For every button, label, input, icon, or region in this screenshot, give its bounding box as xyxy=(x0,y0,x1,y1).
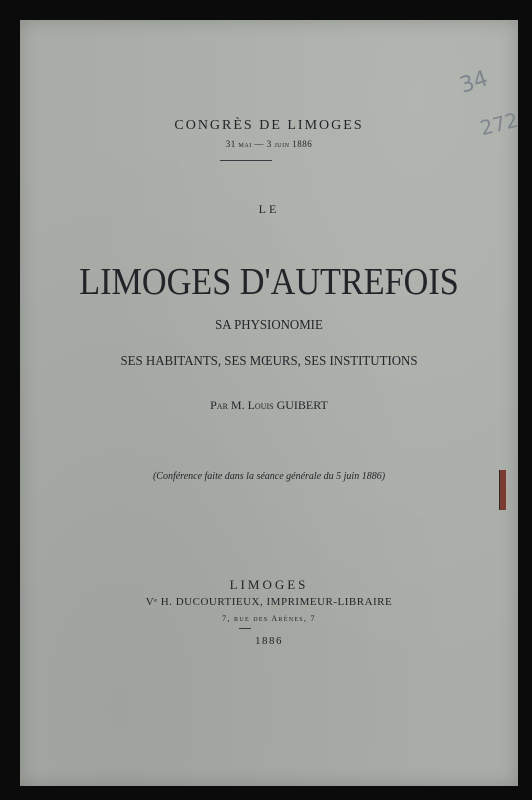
author-line: Par M. Louis GUIBERT xyxy=(210,398,328,412)
congress-heading: CONGRÈS DE LIMOGES xyxy=(174,118,364,133)
imprint-city: LIMOGES xyxy=(229,577,309,592)
subtitle-line-2: SES HABITANTS, SES MŒURS, SES INSTITUTIONS xyxy=(120,354,418,369)
main-title: LIMOGES D'AUTREFOIS xyxy=(79,261,459,303)
congress-dates: 31 mai — 3 juin 1886 xyxy=(225,139,313,149)
pencil-annotation-number: 34 xyxy=(456,66,492,99)
imprint-rule xyxy=(239,628,251,629)
imprint-year: 1886 xyxy=(255,635,283,647)
pencil-annotation-number-2: 272 xyxy=(477,107,521,141)
divider-rule xyxy=(220,160,272,161)
imprint-address: 7, rue des Arènes, 7 xyxy=(222,614,316,623)
imprint-printer: Vᵉ H. DUCOURTIEUX, IMPRIMEUR-LIBRAIRE xyxy=(145,596,393,608)
conference-note: (Conférence faite dans la séance générale du 5 juin 1886) xyxy=(152,471,386,482)
title-article: LE xyxy=(258,202,280,216)
booklet-cover xyxy=(20,20,521,786)
subtitle-line-1: SA PHYSIONOMIE xyxy=(215,318,323,333)
